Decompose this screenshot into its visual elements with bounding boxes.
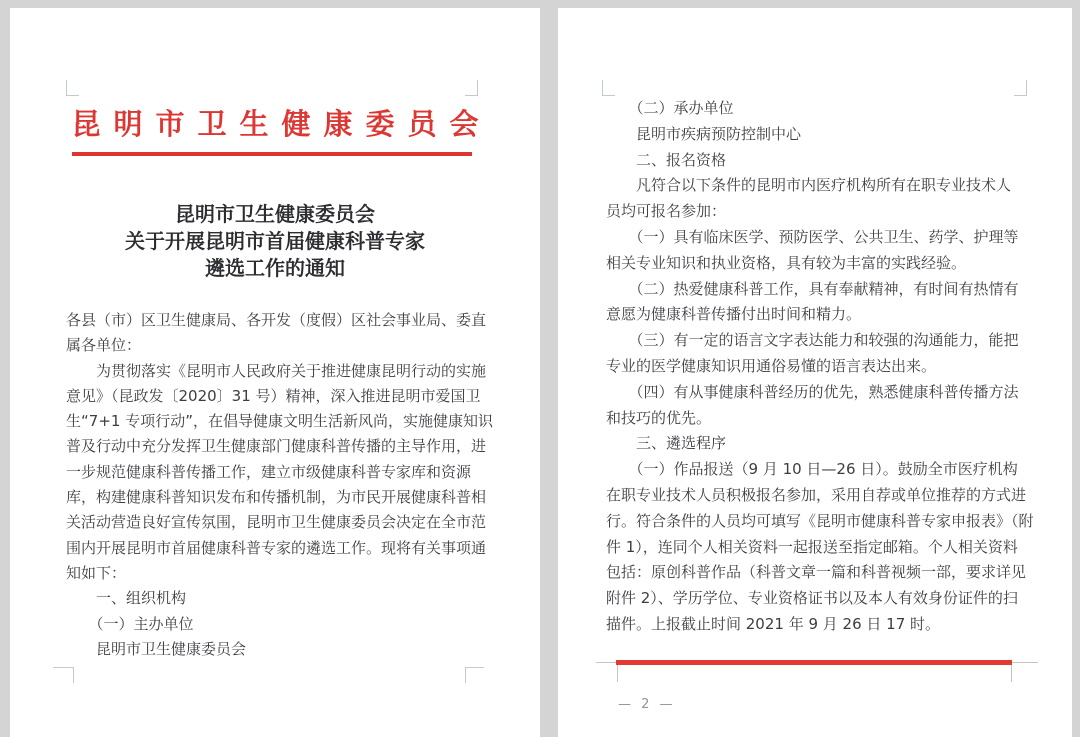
text-line: （三）有一定的语言文字表达能力和较强的沟通能力，能把 [606, 331, 1019, 350]
text-line: 为贯彻落实《昆明市人民政府关于推进健康昆明行动的实施 [66, 361, 487, 380]
letterhead-title: 昆明市卫生健康委员会 [71, 107, 492, 141]
text-line: 关于开展昆明市首届健康科普专家 [125, 229, 425, 253]
text-line: 描件。上报截止时间 2021 年 9 月 26 日 17 时。 [606, 614, 941, 633]
text-line: 昆明市卫生健康委员会 [66, 639, 247, 658]
text-line: 专业的医学健康知识用通俗易懂的语言表达出来。 [606, 356, 937, 375]
text-line: 昆明市疾病预防控制中心 [606, 124, 802, 143]
text-boundary-mark [66, 80, 79, 96]
footer-crop-tick [1012, 662, 1038, 663]
footer-divider [616, 660, 1012, 665]
text-line: （四）有从事健康科普经历的优先，熟悉健康科普传播方法 [606, 382, 1019, 401]
text-line: 生“7+1 专项行动”，在倡导健康文明生活新风尚，实施健康知识 [66, 412, 493, 431]
text-boundary-mark [1014, 80, 1027, 96]
text-line: 件 1），连同个人相关资料一起报送至指定邮箱。个人相关资料 [606, 537, 1018, 556]
text-line: 普及行动中充分发挥卫生健康部门健康科普传播的主导作用，进 [66, 437, 487, 456]
footer-crop-tick [596, 662, 618, 663]
text-line: 昆明市卫生健康委员会 [175, 202, 375, 226]
text-line: 员均可报名参加： [606, 202, 727, 221]
text-boundary-mark [465, 667, 484, 683]
text-line: 关活动营造良好宣传氛围，昆明市卫生健康委员会决定在全市范 [66, 513, 487, 532]
text-line: 知如下： [66, 563, 127, 582]
letterhead-divider [72, 152, 472, 156]
text-line: （二）承办单位 [606, 99, 734, 117]
page1-body [66, 308, 496, 662]
document-title [10, 201, 540, 282]
text-boundary-mark [602, 80, 615, 96]
page2-body [606, 96, 1034, 638]
footer-crop-tick [617, 665, 618, 682]
text-line: 各县（市）区卫生健康局、各开发（度假）区社会事业局、委直 [66, 311, 487, 329]
text-boundary-mark [465, 80, 478, 96]
text-line: （二）热爱健康科普工作，具有奉献精神，有时间有热情有 [606, 279, 1019, 298]
text-line: 三、遴选程序 [606, 434, 727, 453]
page-number: — 2 — [618, 697, 676, 712]
text-line: 二、报名资格 [606, 150, 727, 169]
text-line: 凡符合以下条件的昆明市内医疗机构所有在职专业技术人 [606, 176, 1012, 195]
text-line: 属各单位： [66, 336, 142, 355]
text-line: 围内开展昆明市首届健康科普专家的遴选工作。现将有关事项通 [66, 538, 487, 557]
text-line: 附件 2）、学历学位、专业资格证书以及本人有效身份证件的扫 [606, 589, 1018, 608]
text-line: 遴选工作的通知 [205, 256, 345, 280]
text-line: 库，构建健康科普知识发布和传播机制，为市民开展健康科普相 [66, 488, 487, 507]
text-boundary-mark [53, 667, 74, 683]
text-line: （一）作品报送（9 月 10 日—26 日）。鼓励全市医疗机构 [606, 460, 1018, 479]
text-line: 包括：原创科普作品（科普文章一篇和科普视频一部，要求详见 [606, 563, 1027, 582]
text-line: 意见》（昆政发〔2020〕31 号）精神，深入推进昆明市爱国卫 [66, 386, 481, 405]
text-line: 意愿为健康科普传播付出时间和精力。 [606, 305, 862, 324]
text-line: 一、组织机构 [66, 589, 187, 608]
text-line: （一）具有临床医学、预防医学、公共卫生、药学、护理等 [606, 227, 1019, 246]
text-line: （一）主办单位 [66, 614, 194, 633]
text-line: 一步规范健康科普传播工作，建立市级健康科普专家库和资源 [66, 462, 472, 481]
footer-crop-tick [1011, 665, 1012, 682]
text-line: 和技巧的优先。 [606, 408, 712, 427]
text-line: 在职专业技术人员积极报名参加，采用自荐或单位推荐的方式进 [606, 485, 1027, 504]
text-line: 相关专业知识和执业资格，具有较为丰富的实践经验。 [606, 253, 967, 272]
text-line: 行。符合条件的人员均可填写《昆明市健康科普专家申报表》（附 [606, 511, 1034, 530]
